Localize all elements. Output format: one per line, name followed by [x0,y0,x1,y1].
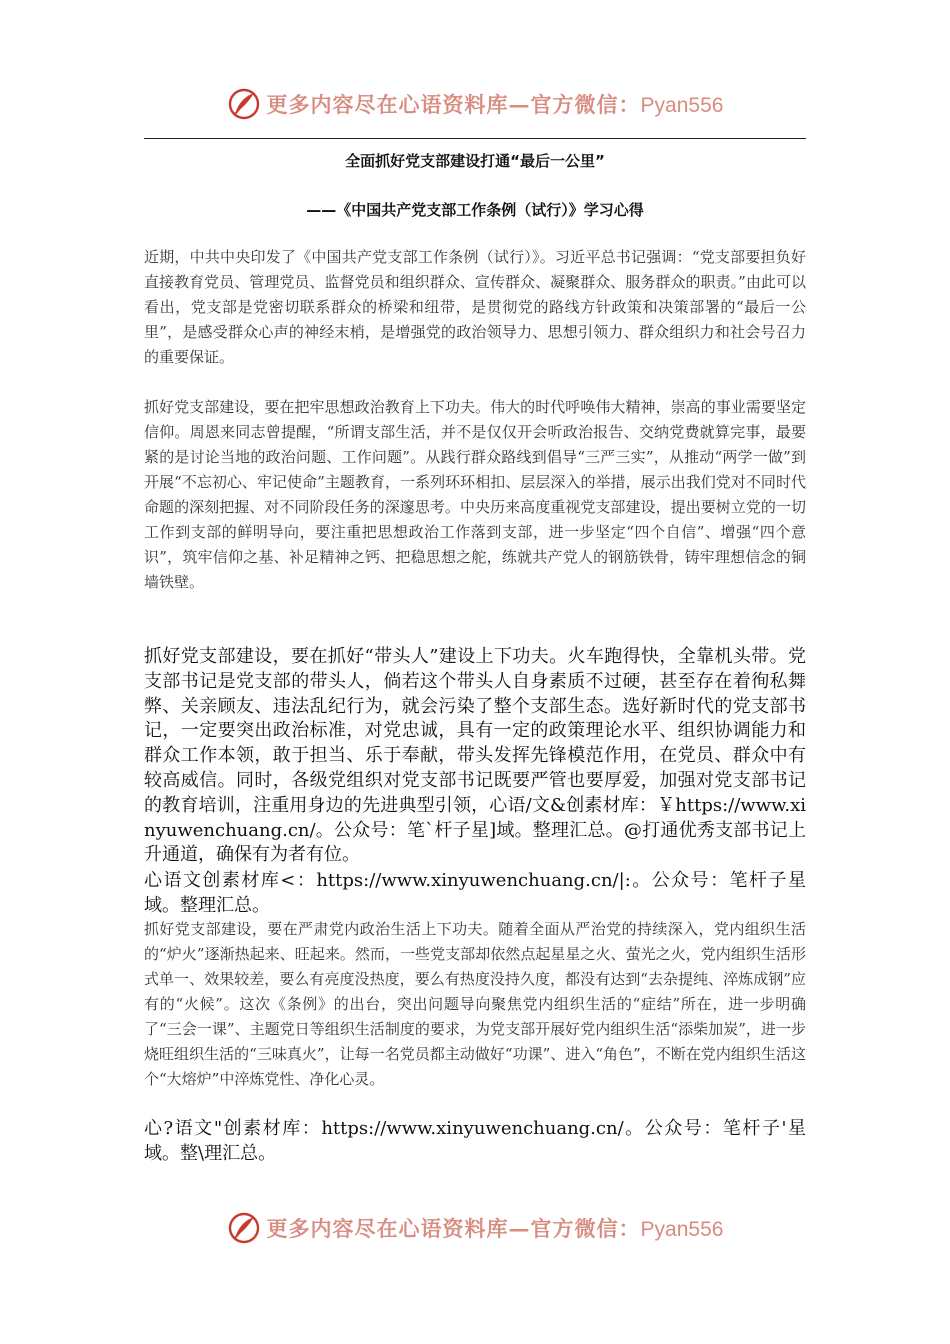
document-title: 全面抓好党支部建设打通“最后一公里” [345,152,605,170]
watermark-text: 更多内容尽在心语资料库—官方微信：Pyan556 [266,1216,724,1241]
document-subtitle: ——《中国共产党支部工作条例（试行）》学习心得 [306,201,644,219]
watermark-banner-top [0,84,950,124]
paragraph-source-note-2: 心?语文"创素材库：https://www.xinyuwenchuang.cn/。公众号：笔杆子'星域。整\理汇总。 [144,1118,806,1164]
quill-logo-icon [227,87,261,121]
header-divider [144,138,806,139]
watermark-text: 更多内容尽在心语资料库—官方微信：Pyan556 [266,92,724,117]
paragraph-ideological-education: 抓好党支部建设，要在把牢思想政治教育上下功夫。伟大的时代呼唤伟大精神，崇高的事业需要坚定信仰。周恩来同志曾提醒，“所谓支部生活，并不是仅仅开会听政治报告、交纳党费就算完事，最要紧的是讨论当地的政治问题、工作问题”。从践行群众路线到倡导“三严三实”，从推动“两学一做”到开展“不忘初心、牢记使命”主题教育，一系列环环相扣、层层深入的举措，展示出我们党对不同时代命题的深刻把握、对不同阶段任务的深邃思考。中央历来高度重视党支部建设，提出要树立党的一切工作到支部的鲜明导向，要注重把思想政治工作落到支部，进一步坚定“四个自信”、增强“四个意识”，筑牢信仰之基、补足精神之钙、把稳思想之舵，练就共产党人的钢筋铁骨，铸牢理想信念的铜墙铁壁。 [144,398,806,591]
quill-logo-icon [227,1211,261,1245]
watermark-banner-bottom [0,1208,950,1248]
paragraph-source-note-1: 心语文创素材库<：https://www.xinyuwenchuang.cn/|:。公众号：笔杆子星域。整理汇总。 [144,870,806,916]
paragraph-intro: 近期，中共中央印发了《中国共产党支部工作条例（试行）》。习近平总书记强调：“党支部要担负好直接教育党员、管理党员、监督党员和组织群众、宣传群众、凝聚群众、服务群众的职责。”由此可以看出，党支部是党密切联系群众的桥梁和纽带，是贯彻党的路线方针政策和决策部署的“最后一公里”，是感受群众心声的神经末梢，是增强党的政治领导力、思想引领力、群众组织力和社会号召力的重要保证。 [144,248,806,366]
paragraph-branch-leader: 抓好党支部建设，要在抓好“带头人”建设上下功夫。火车跑得快，全靠机头带。党支部书记是党支部的带头人，倘若这个带头人自身素质不过硬，甚至存在着徇私舞弊、关亲顾友、违法乱纪行为，就会污染了整个支部生态。选好新时代的党支部书记，一定要突出政治标准，对党忠诚，具有一定的政策理论水平、组织协调能力和群众工作本领，敢于担当、乐于奉献，带头发挥先锋模范作用，在党员、群众中有较高威信。同时，各级党组织对党支部书记既要严管也要厚爱，加强对党支部书记的教育培训，注重用身边的先进典型引领，心语/文&创素材库：￥https://www.xinyuwenchuang.cn/。公众号：笔`杆子星]域。整理汇总。@打通优秀支部书记上升通道，确保有为者有位。 [144,646,806,866]
paragraph-political-life: 抓好党支部建设，要在严肃党内政治生活上下功夫。随着全面从严治党的持续深入，党内组织生活的“炉火”逐渐热起来、旺起来。然而，一些党支部却依然点起星星之火、萤光之火，党内组织生活形式单一、效果较差，要么有亮度没热度，要么有热度没持久度，都没有达到“去杂提纯、淬炼成钢”应有的“火候”。这次《条例》的出台，突出问题导向聚焦党内组织生活的“症结”所在，进一步明确了“三会一课”、主题党日等组织生活制度的要求，为党支部开展好党内组织生活“添柴加炭”，进一步烧旺组织生活的“三味真火”，让每一名党员都主动做好“功课”、进入“角色”，不断在党内组织生活这个“大熔炉”中淬炼党性、净化心灵。 [144,920,806,1088]
